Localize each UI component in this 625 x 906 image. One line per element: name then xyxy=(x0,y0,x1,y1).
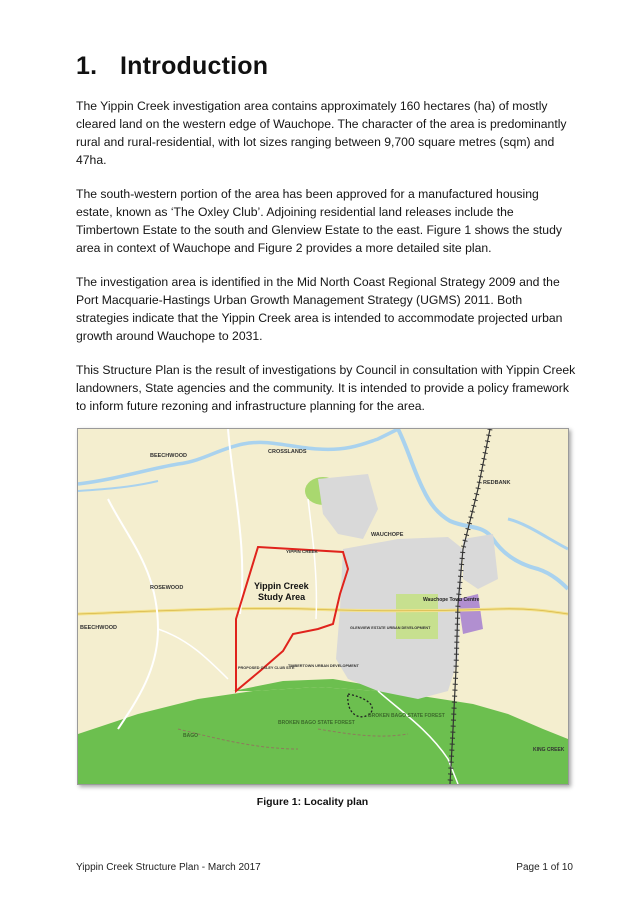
map-label-town-centre: Wauchope Town Centre xyxy=(423,597,480,603)
map-urban-north xyxy=(463,534,498,589)
map-label-redbank: REDBANK xyxy=(483,480,511,486)
section-title: Introduction xyxy=(120,52,269,80)
intro-paragraph-2: The south-western portion of the area has been approved for a manufactured housing estate, known as ‘The Oxley Club’. Adjoining residential land releases include the Timbertown Estate to the south and Glenview Estate to the east. Figure 1 shows the study area in context of Wauchope and Figure 2 provides a more detailed site plan. xyxy=(76,187,562,255)
intro-paragraph-1: The Yippin Creek investigation area contains approximately 160 hectares (ha) of mostly cleared land on the western edge of Wauchope. The character of the area is predominantly rural and rural-residential, with lot sizes ranging between 9,700 square metres (sqm) and 47ha. xyxy=(76,99,567,167)
footer-document-title: Yippin Creek Structure Plan - March 2017 xyxy=(76,862,261,873)
footer-page-number: Page 1 of 10 xyxy=(516,862,573,873)
map-label-wauchope: WAUCHOPE xyxy=(371,532,404,538)
section-heading xyxy=(76,52,268,81)
map-label-study-area-2: Study Area xyxy=(258,592,306,602)
map-label-king-creek: KING CREEK xyxy=(533,747,565,753)
map-label-crosslands: CROSSLANDS xyxy=(268,449,307,455)
map-label-broken-bago-west: BROKEN BAGO STATE FOREST xyxy=(278,720,355,726)
locality-map-svg xyxy=(78,429,568,784)
map-label-yippin-creek: YIPPIN CREEK xyxy=(286,549,318,554)
map-label-rosewood: ROSEWOOD xyxy=(150,585,184,591)
map-label-oxley-club: PROPOSED OXLEY CLUB SITE xyxy=(238,666,295,670)
map-label-beechwood-west: BEECHWOOD xyxy=(80,625,117,631)
figure-caption: Figure 1: Locality plan xyxy=(256,796,369,808)
map-label-broken-bago-east: BROKEN BAGO STATE FOREST xyxy=(368,713,445,719)
locality-map xyxy=(77,428,569,785)
intro-paragraph-3: The investigation area is identified in the Mid North Coast Regional Strategy 2009 and the Port Macquarie-Hastings Urban Growth Management Strategy (UGMS) 2011. Both strategies indicate that the Yippin Creek area is intended to accommodate projected urban growth around Wauchope to 2031. xyxy=(76,275,563,343)
map-label-timbertown: TIMBERTOWN URBAN DEVELOPMENT xyxy=(288,664,359,668)
intro-paragraph-4: This Structure Plan is the result of investigations by Council in consultation with Yippin Creek landowners, State agencies and the community. It is intended to provide a policy framework to inform future rezoning and infrastructure planning for the area. xyxy=(76,363,576,413)
map-label-study-area-1: Yippin Creek xyxy=(254,581,309,591)
map-label-beechwood: BEECHWOOD xyxy=(150,453,187,459)
map-label-glenview: GLENVIEW ESTATE URBAN DEVELOPMENT xyxy=(350,626,431,630)
section-number: 1. xyxy=(76,52,98,80)
map-label-bago: BAGO xyxy=(183,733,198,739)
